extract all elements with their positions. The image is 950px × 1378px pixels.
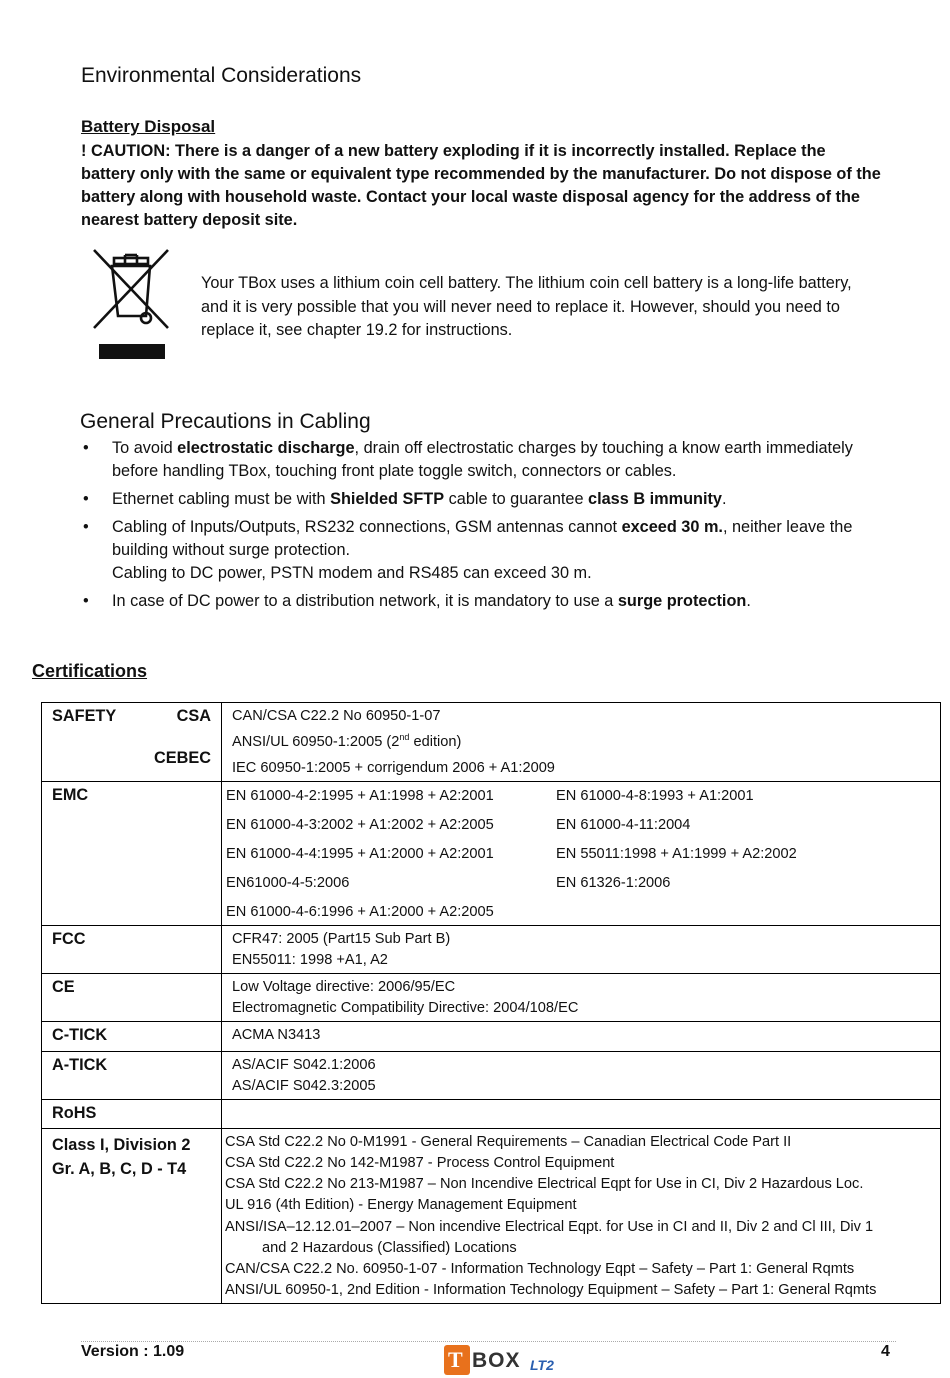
crossed-out-wheelie-bin-icon <box>92 248 172 362</box>
rohs-label-cell: RoHS <box>42 1099 222 1128</box>
list-item: • In case of DC power to a distribution network, it is mandatory to use a surge protection. <box>80 590 880 613</box>
logo-t-badge: T <box>444 1345 470 1375</box>
certifications-table <box>41 702 941 1304</box>
emc-value-cell: EN 61000-4-2:1995 + A1:1998 + A2:2001 EN 61000-4-8:1993 + A1:2001 EN 61000-4-3:2002 + A1:2002 + A2:2005 EN 61000-4-11:2004 EN 61000-4-4:1995 + A1:2000 + A2:2001 EN 55011:1998 + A1:1999 + A2:2002 EN61000-4-5:2006 EN 61326-1:2006 EN 61000-4-6:1996 + A1:2000 + A2:2005 <box>222 781 941 925</box>
ce-label-cell: CE <box>42 973 222 1021</box>
emc-label-cell: EMC <box>42 781 222 925</box>
table-row <box>42 1021 941 1051</box>
table-row <box>42 1128 941 1304</box>
certifications-heading: Certifications <box>32 661 148 681</box>
caution-paragraph: ! CAUTION: There is a danger of a new battery exploding if it is incorrectly installed. Replace the battery only with the same or equivalent type recommended by the manufacturer. Do not dispose of the battery along with household waste. Contact your local waste disposal agency for the address of the nearest battery deposit site. <box>81 142 881 229</box>
bullet-icon: • <box>83 490 89 508</box>
atick-label-cell: A-TICK <box>42 1051 222 1099</box>
section-heading-cabling: General Precautions in Cabling <box>80 410 371 433</box>
fcc-label-cell: FCC <box>42 925 222 973</box>
ctick-value-cell: ACMA N3413 <box>222 1021 941 1051</box>
logo-lt2-text: LT2 <box>530 1357 554 1373</box>
list-item: • Ethernet cabling must be with Shielded SFTP cable to guarantee class B immunity. <box>80 488 880 511</box>
lithium-battery-paragraph: Your TBox uses a lithium coin cell battery. The lithium coin cell battery is a long-life battery, and it is very possible that you will never need to replace it. However, should you need to replace it, see chapter 19.2 for instructions. <box>201 274 852 339</box>
fcc-value-cell: CFR47: 2005 (Part15 Sub Part B) EN55011: 1998 +A1, A2 <box>222 925 941 973</box>
page-number: 4 <box>881 1343 890 1360</box>
table-row <box>42 1099 941 1128</box>
tbox-lt2-logo <box>444 1345 564 1377</box>
hazloc-label-cell: Class I, Division 2 Gr. A, B, C, D - T4 <box>42 1128 222 1304</box>
bullet-icon: • <box>83 439 89 457</box>
logo-box-text: BOX <box>472 1349 521 1372</box>
footer-version: Version : 1.09 <box>81 1343 185 1360</box>
safety-value-cell: CAN/CSA C22.2 No 60950-1-07 ANSI/UL 60950-1:2005 (2nd edition) IEC 60950-1:2005 + corrigendum 2006 + A1:2009 <box>222 703 941 782</box>
section-heading-environmental: Environmental Considerations <box>81 64 362 87</box>
list-item: • To avoid electrostatic discharge, drain off electrostatic charges by touching a know earth immediately before handling TBox, touching front plate toggle switch, connectors or cables. <box>83 439 853 480</box>
table-row <box>42 1051 941 1099</box>
ctick-label-cell: C-TICK <box>42 1021 222 1051</box>
atick-value-cell: AS/ACIF S042.1:2006 AS/ACIF S042.3:2005 <box>222 1051 941 1099</box>
table-row <box>42 781 941 925</box>
footer-divider <box>81 1341 896 1342</box>
table-row <box>42 925 941 973</box>
rohs-value-cell <box>222 1099 941 1128</box>
safety-label-cell: SAFETY CSA CEBEC <box>42 703 222 782</box>
table-row <box>42 703 941 782</box>
hazloc-value-cell: CSA Std C22.2 No 0-M1991 - General Requirements – Canadian Electrical Code Part II CSA Std C22.2 No 142-M1987 - Process Control Equipment CSA Std C22.2 No 213-M1987 – Non Incendive Electrical Eqpt for Use in CI, Div 2 Hazardous Loc. UL 916 (4th Edition) - Energy Management Equipment ANSI/ISA–12.12.01–2007 – Non incendive Electrical Eqpt. for Use in CI and II, Div 2 and Cl III, Div 1 and 2 Hazardous (Classified) Locations CAN/CSA C22.2 No. 60950-1-07 - Information Technology Eqpt – Safety – Part 1: General Rqmts ANSI/UL 60950-1, 2nd Edition - Information Technology Equipment – Safety – Part 1: General Rqmts <box>222 1128 941 1304</box>
cabling-precautions-list <box>80 437 880 618</box>
table-row <box>42 973 941 1021</box>
bullet-icon: • <box>83 518 89 536</box>
list-item: • Cabling of Inputs/Outputs, RS232 connections, GSM antennas cannot exceed 30 m., neither leave the building without surge protection. Cabling to DC power, PSTN modem and RS485 can exceed 30 m. <box>83 518 853 582</box>
battery-disposal-heading: Battery Disposal <box>81 117 216 136</box>
bullet-icon: • <box>83 592 89 610</box>
ce-value-cell: Low Voltage directive: 2006/95/EC Electromagnetic Compatibility Directive: 2004/108/EC <box>222 973 941 1021</box>
